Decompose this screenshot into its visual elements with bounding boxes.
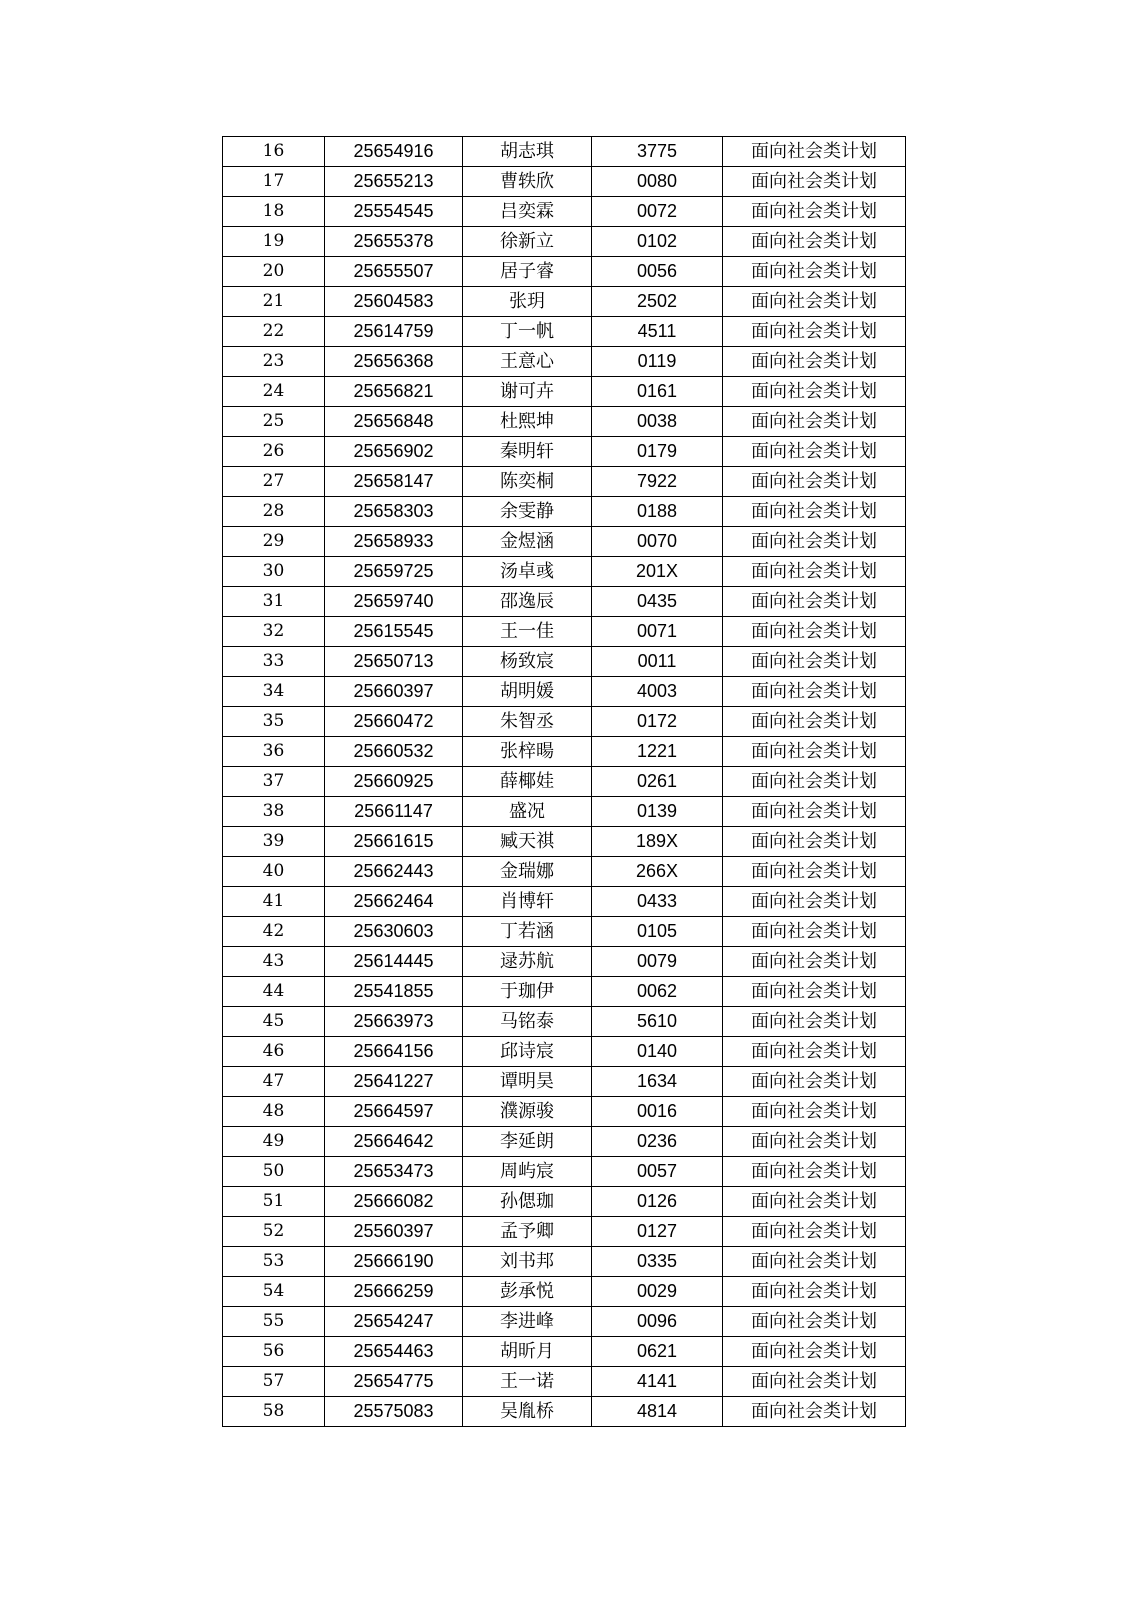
exam-number-cell: 25655213 bbox=[325, 167, 463, 197]
student-name-cell: 金煜涵 bbox=[463, 527, 592, 557]
exam-number-cell: 25656368 bbox=[325, 347, 463, 377]
student-name-cell: 曹轶欣 bbox=[463, 167, 592, 197]
plan-type-cell: 面向社会类计划 bbox=[723, 557, 906, 587]
plan-type-cell: 面向社会类计划 bbox=[723, 1097, 906, 1127]
exam-number-cell: 25654775 bbox=[325, 1367, 463, 1397]
exam-number-cell: 25662443 bbox=[325, 857, 463, 887]
id-suffix-cell: 0016 bbox=[592, 1097, 723, 1127]
table-row bbox=[223, 137, 906, 167]
table-row bbox=[223, 1187, 906, 1217]
student-name-cell: 丁若涵 bbox=[463, 917, 592, 947]
table-row bbox=[223, 857, 906, 887]
plan-type-cell: 面向社会类计划 bbox=[723, 947, 906, 977]
student-name-cell: 金瑞娜 bbox=[463, 857, 592, 887]
row-number-cell: 21 bbox=[223, 287, 325, 317]
plan-type-cell: 面向社会类计划 bbox=[723, 1157, 906, 1187]
table-row bbox=[223, 1367, 906, 1397]
id-suffix-cell: 0335 bbox=[592, 1247, 723, 1277]
plan-type-cell: 面向社会类计划 bbox=[723, 287, 906, 317]
row-number-cell: 31 bbox=[223, 587, 325, 617]
exam-number-cell: 25653473 bbox=[325, 1157, 463, 1187]
exam-number-cell: 25666190 bbox=[325, 1247, 463, 1277]
student-name-cell: 孟予卿 bbox=[463, 1217, 592, 1247]
student-name-cell: 谭明昊 bbox=[463, 1067, 592, 1097]
plan-type-cell: 面向社会类计划 bbox=[723, 797, 906, 827]
exam-number-cell: 25655507 bbox=[325, 257, 463, 287]
exam-number-cell: 25554545 bbox=[325, 197, 463, 227]
id-suffix-cell: 0119 bbox=[592, 347, 723, 377]
row-number-cell: 52 bbox=[223, 1217, 325, 1247]
table-row bbox=[223, 1337, 906, 1367]
exam-number-cell: 25660397 bbox=[325, 677, 463, 707]
student-name-cell: 王一佳 bbox=[463, 617, 592, 647]
plan-type-cell: 面向社会类计划 bbox=[723, 317, 906, 347]
row-number-cell: 46 bbox=[223, 1037, 325, 1067]
row-number-cell: 41 bbox=[223, 887, 325, 917]
table-row bbox=[223, 467, 906, 497]
row-number-cell: 34 bbox=[223, 677, 325, 707]
row-number-cell: 56 bbox=[223, 1337, 325, 1367]
table-row bbox=[223, 707, 906, 737]
row-number-cell: 26 bbox=[223, 437, 325, 467]
id-suffix-cell: 0161 bbox=[592, 377, 723, 407]
table-row bbox=[223, 767, 906, 797]
plan-type-cell: 面向社会类计划 bbox=[723, 1247, 906, 1277]
exam-number-cell: 25659740 bbox=[325, 587, 463, 617]
id-suffix-cell: 189X bbox=[592, 827, 723, 857]
exam-number-cell: 25656821 bbox=[325, 377, 463, 407]
table-row bbox=[223, 527, 906, 557]
plan-type-cell: 面向社会类计划 bbox=[723, 1127, 906, 1157]
exam-number-cell: 25666082 bbox=[325, 1187, 463, 1217]
table-row bbox=[223, 1037, 906, 1067]
plan-type-cell: 面向社会类计划 bbox=[723, 647, 906, 677]
row-number-cell: 23 bbox=[223, 347, 325, 377]
row-number-cell: 24 bbox=[223, 377, 325, 407]
table-row bbox=[223, 1157, 906, 1187]
student-name-cell: 彭承悦 bbox=[463, 1277, 592, 1307]
plan-type-cell: 面向社会类计划 bbox=[723, 587, 906, 617]
plan-type-cell: 面向社会类计划 bbox=[723, 137, 906, 167]
table-row bbox=[223, 887, 906, 917]
exam-number-cell: 25658933 bbox=[325, 527, 463, 557]
row-number-cell: 18 bbox=[223, 197, 325, 227]
row-number-cell: 49 bbox=[223, 1127, 325, 1157]
table-row bbox=[223, 1277, 906, 1307]
row-number-cell: 30 bbox=[223, 557, 325, 587]
exam-number-cell: 25614445 bbox=[325, 947, 463, 977]
id-suffix-cell: 0172 bbox=[592, 707, 723, 737]
plan-type-cell: 面向社会类计划 bbox=[723, 977, 906, 1007]
exam-number-cell: 25664642 bbox=[325, 1127, 463, 1157]
student-name-cell: 薛椰娃 bbox=[463, 767, 592, 797]
plan-type-cell: 面向社会类计划 bbox=[723, 1187, 906, 1217]
table-row bbox=[223, 1307, 906, 1337]
row-number-cell: 17 bbox=[223, 167, 325, 197]
table-row bbox=[223, 587, 906, 617]
student-name-cell: 孙偲珈 bbox=[463, 1187, 592, 1217]
table-row bbox=[223, 1097, 906, 1127]
roster-table-body bbox=[223, 137, 906, 1427]
table-row bbox=[223, 1007, 906, 1037]
student-name-cell: 谢可卉 bbox=[463, 377, 592, 407]
student-name-cell: 于珈伊 bbox=[463, 977, 592, 1007]
plan-type-cell: 面向社会类计划 bbox=[723, 437, 906, 467]
plan-type-cell: 面向社会类计划 bbox=[723, 827, 906, 857]
table-row bbox=[223, 1127, 906, 1157]
student-name-cell: 秦明轩 bbox=[463, 437, 592, 467]
student-name-cell: 马铭泰 bbox=[463, 1007, 592, 1037]
row-number-cell: 33 bbox=[223, 647, 325, 677]
plan-type-cell: 面向社会类计划 bbox=[723, 767, 906, 797]
exam-number-cell: 25630603 bbox=[325, 917, 463, 947]
row-number-cell: 39 bbox=[223, 827, 325, 857]
student-name-cell: 邱诗宸 bbox=[463, 1037, 592, 1067]
id-suffix-cell: 0057 bbox=[592, 1157, 723, 1187]
exam-number-cell: 25615545 bbox=[325, 617, 463, 647]
exam-number-cell: 25604583 bbox=[325, 287, 463, 317]
table-row bbox=[223, 1397, 906, 1427]
roster-table bbox=[222, 136, 906, 1427]
plan-type-cell: 面向社会类计划 bbox=[723, 1067, 906, 1097]
student-name-cell: 朱智丞 bbox=[463, 707, 592, 737]
student-name-cell: 胡明媛 bbox=[463, 677, 592, 707]
student-name-cell: 刘书邦 bbox=[463, 1247, 592, 1277]
student-name-cell: 盛况 bbox=[463, 797, 592, 827]
id-suffix-cell: 0079 bbox=[592, 947, 723, 977]
id-suffix-cell: 0433 bbox=[592, 887, 723, 917]
id-suffix-cell: 1634 bbox=[592, 1067, 723, 1097]
plan-type-cell: 面向社会类计划 bbox=[723, 227, 906, 257]
id-suffix-cell: 0096 bbox=[592, 1307, 723, 1337]
table-row bbox=[223, 647, 906, 677]
row-number-cell: 20 bbox=[223, 257, 325, 287]
id-suffix-cell: 0072 bbox=[592, 197, 723, 227]
id-suffix-cell: 0070 bbox=[592, 527, 723, 557]
plan-type-cell: 面向社会类计划 bbox=[723, 617, 906, 647]
student-name-cell: 吕奕霖 bbox=[463, 197, 592, 227]
table-row bbox=[223, 617, 906, 647]
id-suffix-cell: 0102 bbox=[592, 227, 723, 257]
plan-type-cell: 面向社会类计划 bbox=[723, 1217, 906, 1247]
id-suffix-cell: 0038 bbox=[592, 407, 723, 437]
plan-type-cell: 面向社会类计划 bbox=[723, 1397, 906, 1427]
plan-type-cell: 面向社会类计划 bbox=[723, 857, 906, 887]
row-number-cell: 38 bbox=[223, 797, 325, 827]
table-row bbox=[223, 287, 906, 317]
student-name-cell: 张玥 bbox=[463, 287, 592, 317]
plan-type-cell: 面向社会类计划 bbox=[723, 1367, 906, 1397]
id-suffix-cell: 266X bbox=[592, 857, 723, 887]
row-number-cell: 57 bbox=[223, 1367, 325, 1397]
exam-number-cell: 25664597 bbox=[325, 1097, 463, 1127]
row-number-cell: 54 bbox=[223, 1277, 325, 1307]
exam-number-cell: 25660532 bbox=[325, 737, 463, 767]
id-suffix-cell: 0435 bbox=[592, 587, 723, 617]
student-name-cell: 周屿宸 bbox=[463, 1157, 592, 1187]
exam-number-cell: 25663973 bbox=[325, 1007, 463, 1037]
student-name-cell: 居子睿 bbox=[463, 257, 592, 287]
id-suffix-cell: 0105 bbox=[592, 917, 723, 947]
student-name-cell: 徐新立 bbox=[463, 227, 592, 257]
table-row bbox=[223, 947, 906, 977]
table-row bbox=[223, 167, 906, 197]
plan-type-cell: 面向社会类计划 bbox=[723, 467, 906, 497]
id-suffix-cell: 4511 bbox=[592, 317, 723, 347]
exam-number-cell: 25662464 bbox=[325, 887, 463, 917]
row-number-cell: 32 bbox=[223, 617, 325, 647]
student-name-cell: 杜熙坤 bbox=[463, 407, 592, 437]
id-suffix-cell: 4814 bbox=[592, 1397, 723, 1427]
id-suffix-cell: 0140 bbox=[592, 1037, 723, 1067]
plan-type-cell: 面向社会类计划 bbox=[723, 1037, 906, 1067]
student-name-cell: 张梓暘 bbox=[463, 737, 592, 767]
table-row bbox=[223, 1247, 906, 1277]
id-suffix-cell: 0188 bbox=[592, 497, 723, 527]
student-name-cell: 杨致宸 bbox=[463, 647, 592, 677]
table-row bbox=[223, 677, 906, 707]
exam-number-cell: 25666259 bbox=[325, 1277, 463, 1307]
id-suffix-cell: 0062 bbox=[592, 977, 723, 1007]
id-suffix-cell: 1221 bbox=[592, 737, 723, 767]
row-number-cell: 51 bbox=[223, 1187, 325, 1217]
exam-number-cell: 25658303 bbox=[325, 497, 463, 527]
exam-number-cell: 25664156 bbox=[325, 1037, 463, 1067]
student-name-cell: 陈奕桐 bbox=[463, 467, 592, 497]
id-suffix-cell: 7922 bbox=[592, 467, 723, 497]
table-row bbox=[223, 1067, 906, 1097]
id-suffix-cell: 4141 bbox=[592, 1367, 723, 1397]
row-number-cell: 28 bbox=[223, 497, 325, 527]
id-suffix-cell: 0236 bbox=[592, 1127, 723, 1157]
row-number-cell: 47 bbox=[223, 1067, 325, 1097]
exam-number-cell: 25654916 bbox=[325, 137, 463, 167]
student-name-cell: 吴胤桥 bbox=[463, 1397, 592, 1427]
exam-number-cell: 25655378 bbox=[325, 227, 463, 257]
student-name-cell: 丁一帆 bbox=[463, 317, 592, 347]
id-suffix-cell: 0029 bbox=[592, 1277, 723, 1307]
row-number-cell: 43 bbox=[223, 947, 325, 977]
row-number-cell: 44 bbox=[223, 977, 325, 1007]
table-row bbox=[223, 1217, 906, 1247]
table-row bbox=[223, 377, 906, 407]
id-suffix-cell: 0126 bbox=[592, 1187, 723, 1217]
exam-number-cell: 25660472 bbox=[325, 707, 463, 737]
table-row bbox=[223, 737, 906, 767]
exam-number-cell: 25660925 bbox=[325, 767, 463, 797]
exam-number-cell: 25656902 bbox=[325, 437, 463, 467]
plan-type-cell: 面向社会类计划 bbox=[723, 887, 906, 917]
row-number-cell: 35 bbox=[223, 707, 325, 737]
row-number-cell: 48 bbox=[223, 1097, 325, 1127]
id-suffix-cell: 0056 bbox=[592, 257, 723, 287]
student-name-cell: 邵逸辰 bbox=[463, 587, 592, 617]
plan-type-cell: 面向社会类计划 bbox=[723, 497, 906, 527]
id-suffix-cell: 0011 bbox=[592, 647, 723, 677]
student-name-cell: 王意心 bbox=[463, 347, 592, 377]
plan-type-cell: 面向社会类计划 bbox=[723, 1337, 906, 1367]
id-suffix-cell: 5610 bbox=[592, 1007, 723, 1037]
table-row bbox=[223, 257, 906, 287]
table-row bbox=[223, 557, 906, 587]
exam-number-cell: 25641227 bbox=[325, 1067, 463, 1097]
row-number-cell: 53 bbox=[223, 1247, 325, 1277]
row-number-cell: 25 bbox=[223, 407, 325, 437]
row-number-cell: 37 bbox=[223, 767, 325, 797]
exam-number-cell: 25560397 bbox=[325, 1217, 463, 1247]
exam-number-cell: 25656848 bbox=[325, 407, 463, 437]
table-row bbox=[223, 797, 906, 827]
row-number-cell: 50 bbox=[223, 1157, 325, 1187]
exam-number-cell: 25654247 bbox=[325, 1307, 463, 1337]
student-name-cell: 李进峰 bbox=[463, 1307, 592, 1337]
student-name-cell: 王一诺 bbox=[463, 1367, 592, 1397]
plan-type-cell: 面向社会类计划 bbox=[723, 1307, 906, 1337]
exam-number-cell: 25614759 bbox=[325, 317, 463, 347]
id-suffix-cell: 0621 bbox=[592, 1337, 723, 1367]
plan-type-cell: 面向社会类计划 bbox=[723, 1007, 906, 1037]
table-row bbox=[223, 827, 906, 857]
student-name-cell: 濮源骏 bbox=[463, 1097, 592, 1127]
table-row bbox=[223, 347, 906, 377]
exam-number-cell: 25575083 bbox=[325, 1397, 463, 1427]
student-name-cell: 胡昕月 bbox=[463, 1337, 592, 1367]
plan-type-cell: 面向社会类计划 bbox=[723, 167, 906, 197]
id-suffix-cell: 4003 bbox=[592, 677, 723, 707]
id-suffix-cell: 201X bbox=[592, 557, 723, 587]
row-number-cell: 27 bbox=[223, 467, 325, 497]
student-name-cell: 肖博轩 bbox=[463, 887, 592, 917]
student-name-cell: 余雯静 bbox=[463, 497, 592, 527]
exam-number-cell: 25654463 bbox=[325, 1337, 463, 1367]
plan-type-cell: 面向社会类计划 bbox=[723, 1277, 906, 1307]
exam-number-cell: 25658147 bbox=[325, 467, 463, 497]
table-row bbox=[223, 197, 906, 227]
plan-type-cell: 面向社会类计划 bbox=[723, 377, 906, 407]
id-suffix-cell: 0071 bbox=[592, 617, 723, 647]
row-number-cell: 42 bbox=[223, 917, 325, 947]
row-number-cell: 19 bbox=[223, 227, 325, 257]
exam-number-cell: 25661615 bbox=[325, 827, 463, 857]
exam-number-cell: 25661147 bbox=[325, 797, 463, 827]
row-number-cell: 40 bbox=[223, 857, 325, 887]
table-row bbox=[223, 917, 906, 947]
id-suffix-cell: 0080 bbox=[592, 167, 723, 197]
student-name-cell: 汤卓彧 bbox=[463, 557, 592, 587]
plan-type-cell: 面向社会类计划 bbox=[723, 347, 906, 377]
id-suffix-cell: 0179 bbox=[592, 437, 723, 467]
plan-type-cell: 面向社会类计划 bbox=[723, 407, 906, 437]
exam-number-cell: 25659725 bbox=[325, 557, 463, 587]
row-number-cell: 29 bbox=[223, 527, 325, 557]
row-number-cell: 36 bbox=[223, 737, 325, 767]
table-row bbox=[223, 437, 906, 467]
id-suffix-cell: 0139 bbox=[592, 797, 723, 827]
plan-type-cell: 面向社会类计划 bbox=[723, 677, 906, 707]
table-row bbox=[223, 977, 906, 1007]
id-suffix-cell: 0127 bbox=[592, 1217, 723, 1247]
row-number-cell: 16 bbox=[223, 137, 325, 167]
student-name-cell: 胡志琪 bbox=[463, 137, 592, 167]
plan-type-cell: 面向社会类计划 bbox=[723, 707, 906, 737]
row-number-cell: 22 bbox=[223, 317, 325, 347]
id-suffix-cell: 3775 bbox=[592, 137, 723, 167]
exam-number-cell: 25650713 bbox=[325, 647, 463, 677]
plan-type-cell: 面向社会类计划 bbox=[723, 197, 906, 227]
exam-number-cell: 25541855 bbox=[325, 977, 463, 1007]
student-name-cell: 逯苏航 bbox=[463, 947, 592, 977]
plan-type-cell: 面向社会类计划 bbox=[723, 257, 906, 287]
id-suffix-cell: 2502 bbox=[592, 287, 723, 317]
table-row bbox=[223, 497, 906, 527]
row-number-cell: 45 bbox=[223, 1007, 325, 1037]
table-row bbox=[223, 407, 906, 437]
row-number-cell: 55 bbox=[223, 1307, 325, 1337]
plan-type-cell: 面向社会类计划 bbox=[723, 737, 906, 767]
table-row bbox=[223, 227, 906, 257]
table-row bbox=[223, 317, 906, 347]
row-number-cell: 58 bbox=[223, 1397, 325, 1427]
id-suffix-cell: 0261 bbox=[592, 767, 723, 797]
plan-type-cell: 面向社会类计划 bbox=[723, 527, 906, 557]
plan-type-cell: 面向社会类计划 bbox=[723, 917, 906, 947]
student-name-cell: 李延朗 bbox=[463, 1127, 592, 1157]
student-name-cell: 臧天祺 bbox=[463, 827, 592, 857]
